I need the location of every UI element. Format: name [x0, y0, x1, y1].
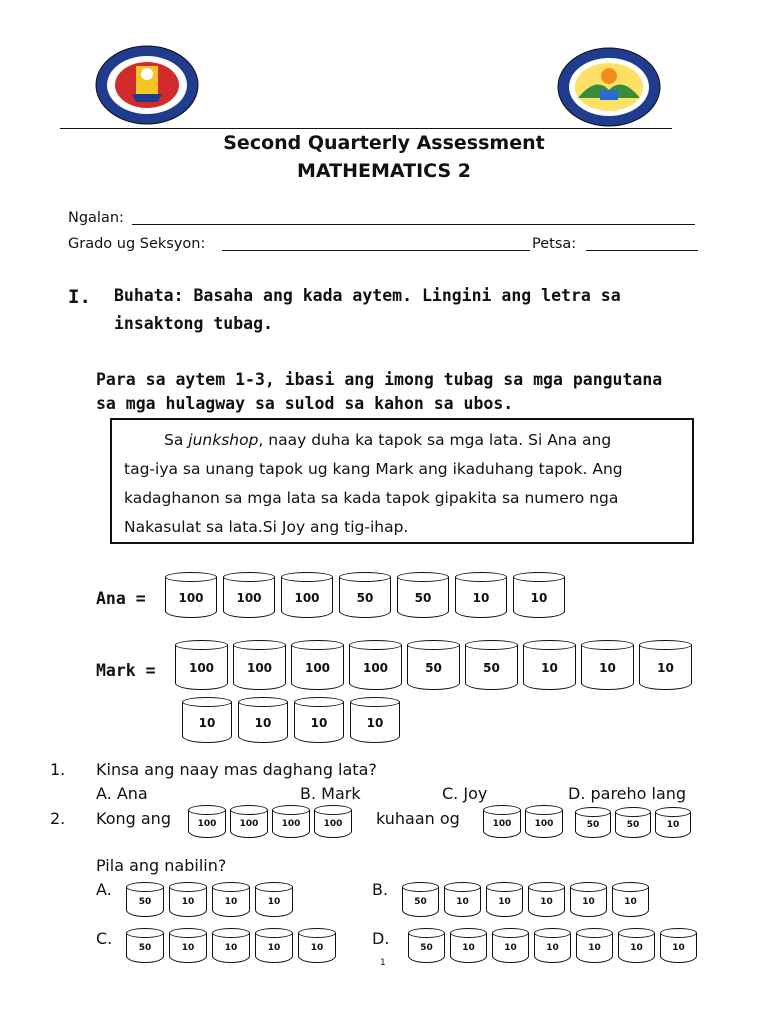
can-10	[523, 640, 576, 690]
can-value: 100	[534, 819, 554, 829]
can-100	[525, 805, 563, 838]
can-50	[126, 882, 164, 917]
instruction-line-1: Buhata: Basaha ang kada aytem. Lingini ang letra sa	[114, 286, 621, 305]
can-value: 10	[582, 897, 595, 907]
can-50	[408, 928, 445, 963]
can-value: 10	[498, 897, 511, 907]
can-100	[314, 805, 352, 838]
can-value: 100	[362, 661, 389, 675]
can-10	[212, 882, 250, 917]
can-value: 10	[181, 943, 195, 953]
can-10	[492, 928, 529, 963]
date-label: Petsa:	[532, 236, 577, 252]
can-value: 10	[224, 943, 238, 953]
can-10	[255, 882, 293, 917]
can-50	[126, 928, 164, 963]
can-100	[165, 572, 217, 618]
can-value: 10	[672, 943, 685, 953]
page-subtitle: MATHEMATICS 2	[297, 160, 471, 182]
can-value: 10	[254, 716, 272, 730]
can-value: 10	[267, 897, 281, 907]
can-10	[255, 928, 293, 963]
can-100	[230, 805, 268, 838]
can-100	[175, 640, 228, 690]
can-value: 100	[294, 591, 320, 605]
can-50	[615, 807, 651, 838]
can-value: 50	[414, 591, 432, 605]
can-50	[575, 807, 611, 838]
can-value: 10	[530, 591, 548, 605]
story-box	[110, 418, 694, 544]
q2-text-middle: kuhaan og	[376, 809, 460, 828]
can-50	[339, 572, 391, 618]
can-value: 10	[462, 943, 475, 953]
can-10	[660, 928, 697, 963]
q1-choice-b[interactable]: B. Mark	[300, 784, 361, 803]
can-value: 50	[414, 897, 427, 907]
can-value: 100	[304, 661, 331, 675]
can-100	[349, 640, 402, 690]
can-value: 10	[588, 943, 601, 953]
can-100	[291, 640, 344, 690]
header-rule	[60, 128, 672, 129]
can-value: 100	[178, 591, 204, 605]
can-value: 100	[197, 819, 217, 829]
date-field-line[interactable]	[586, 250, 698, 251]
can-value: 100	[246, 661, 273, 675]
can-value: 10	[472, 591, 490, 605]
can-value: 10	[504, 943, 517, 953]
story-line-1: Sa junkshop, naay duha ka tapok sa mga lata. Si Ana ang	[164, 431, 612, 449]
can-value: 50	[586, 820, 600, 830]
can-value: 50	[425, 661, 442, 675]
can-value: 10	[224, 897, 238, 907]
can-value: 10	[630, 943, 643, 953]
grade-section-field-line[interactable]	[222, 250, 530, 251]
q1-text: Kinsa ang naay mas daghang lata?	[96, 760, 377, 779]
deped-seal-logo	[94, 44, 200, 126]
can-10	[534, 928, 571, 963]
q1-choice-a[interactable]: A. Ana	[96, 784, 148, 803]
grade-section-label: Grado ug Seksyon:	[68, 236, 206, 252]
can-value: 100	[239, 819, 259, 829]
can-value: 10	[366, 716, 384, 730]
can-value: 10	[198, 716, 216, 730]
can-50	[465, 640, 518, 690]
can-value: 100	[236, 591, 262, 605]
can-100	[281, 572, 333, 618]
can-10	[350, 697, 400, 743]
section-number: I.	[68, 286, 91, 308]
can-value: 50	[483, 661, 500, 675]
q2-choice-c-label[interactable]: C.	[96, 929, 113, 948]
can-10	[450, 928, 487, 963]
page-number: 1	[380, 958, 386, 968]
can-100	[223, 572, 275, 618]
can-10	[581, 640, 634, 690]
bukidnon-division-seal-logo	[556, 46, 662, 128]
can-50	[397, 572, 449, 618]
can-value: 100	[323, 819, 343, 829]
can-100	[272, 805, 310, 838]
can-value: 10	[657, 661, 674, 675]
q1-choice-c[interactable]: C. Joy	[442, 784, 488, 803]
can-10	[444, 882, 481, 917]
can-10	[639, 640, 692, 690]
name-label: Ngalan:	[68, 210, 124, 226]
can-value: 100	[188, 661, 215, 675]
can-value: 50	[420, 943, 433, 953]
can-value: 50	[356, 591, 374, 605]
can-value: 10	[624, 897, 637, 907]
can-10	[528, 882, 565, 917]
can-10	[298, 928, 336, 963]
mark-label: Mark =	[96, 661, 156, 680]
can-10	[576, 928, 613, 963]
story-line-3: kadaghanon sa mga lata sa kada tapok gipakita sa numero nga	[124, 489, 619, 507]
can-value: 100	[281, 819, 301, 829]
can-100	[233, 640, 286, 690]
q2-choice-a-label[interactable]: A.	[96, 880, 112, 899]
can-value: 10	[310, 943, 324, 953]
can-10	[169, 882, 207, 917]
can-value: 10	[540, 897, 553, 907]
can-10	[655, 807, 691, 838]
can-value: 10	[267, 943, 281, 953]
can-value: 10	[546, 943, 559, 953]
can-value: 50	[138, 943, 152, 953]
instruction-line-2: insaktong tubag.	[114, 314, 273, 333]
can-value: 50	[138, 897, 152, 907]
page-title: Second Quarterly Assessment	[223, 132, 545, 154]
story-line-4: Nakasulat sa lata.Si Joy ang tig-ihap.	[124, 518, 409, 536]
q1-choice-d[interactable]: D. pareho lang	[568, 784, 687, 803]
can-10	[169, 928, 207, 963]
can-value: 10	[599, 661, 616, 675]
can-100	[188, 805, 226, 838]
q2-choice-b-label[interactable]: B.	[372, 880, 389, 899]
can-value: 10	[666, 820, 680, 830]
context-line-1: Para sa aytem 1-3, ibasi ang imong tubag sa mga pangutana	[96, 370, 663, 389]
story-line-2: tag-iya sa unang tapok ug kang Mark ang ikaduhang tapok. Ang	[124, 460, 623, 478]
can-10	[212, 928, 250, 963]
context-line-2: sa mga hulagway sa sulod sa kahon sa ubos.	[96, 394, 514, 413]
can-value: 50	[626, 820, 640, 830]
can-10	[294, 697, 344, 743]
can-10	[182, 697, 232, 743]
can-10	[455, 572, 507, 618]
can-10	[570, 882, 607, 917]
can-value: 10	[541, 661, 558, 675]
q1-number: 1.	[50, 760, 66, 779]
q2-text-start: Kong ang	[96, 809, 171, 828]
can-50	[407, 640, 460, 690]
can-10	[486, 882, 523, 917]
can-100	[483, 805, 521, 838]
can-10	[238, 697, 288, 743]
can-10	[612, 882, 649, 917]
name-field-line[interactable]	[132, 224, 695, 225]
q2-choice-d-label[interactable]: D.	[372, 929, 390, 948]
can-value: 10	[456, 897, 469, 907]
can-10	[618, 928, 655, 963]
can-50	[402, 882, 439, 917]
can-value: 10	[310, 716, 328, 730]
can-value: 100	[492, 819, 512, 829]
ana-label: Ana =	[96, 589, 146, 608]
can-10	[513, 572, 565, 618]
q2-number: 2.	[50, 809, 66, 828]
can-value: 10	[181, 897, 195, 907]
q2-question: Pila ang nabilin?	[96, 856, 227, 875]
